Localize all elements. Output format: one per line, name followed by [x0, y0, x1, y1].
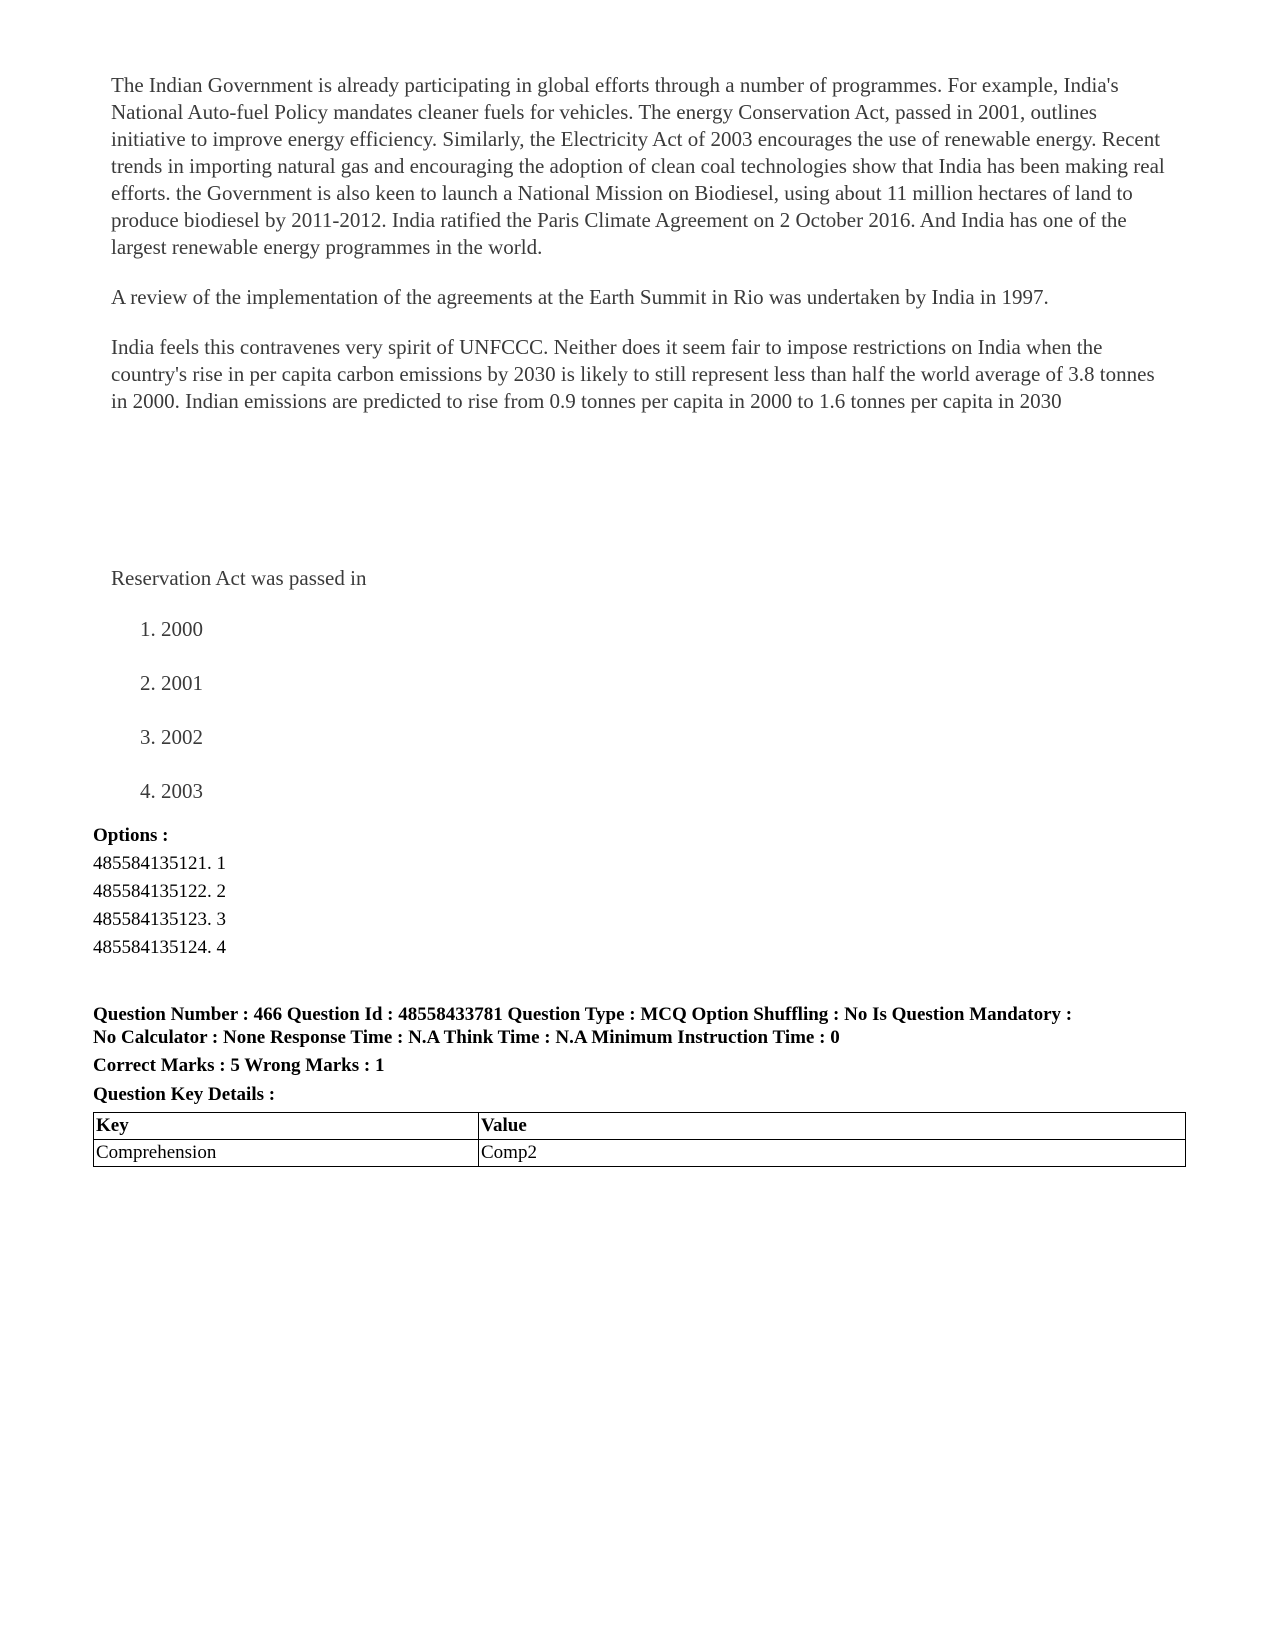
key-details-table [93, 1112, 1186, 1167]
options-list [93, 850, 226, 962]
question-choice: 4. 2003 [140, 779, 203, 803]
passage-paragraph-1: The Indian Government is already participating in global efforts through a number of programmes. For example, India's National Auto-fuel Policy mandates cleaner fuels for vehicles. The energy Conservation Act, passed in 2001, outlines initiative to improve energy efficiency. Similarly, the Electricity Act of 2003 encourages the use of renewable energy. Recent trends in importing natural gas and encouraging the adoption of clean coal technologies show that India has been making real efforts. the Government is also keen to launch a National Mission on Biodiesel, using about 11 million hectares of land to produce biodiesel by 2011-2012. India ratified the Paris Climate Agreement on 2 October 2016. And India has one of the largest renewable energy programmes in the world. [111, 73, 1165, 259]
marks-info: Correct Marks : 5 Wrong Marks : 1 [93, 1055, 385, 1076]
table-header-row [94, 1113, 1186, 1140]
question-meta-line-2: No Calculator : None Response Time : N.A Think Time : N.A Minimum Instruction Time : 0 [93, 1027, 840, 1048]
key-details-title: Question Key Details : [93, 1084, 276, 1105]
table-header-key: Key [94, 1113, 479, 1140]
table-header-value: Value [479, 1113, 1186, 1140]
question-choice: 3. 2002 [140, 725, 203, 749]
option-item: 485584135121. 1 [93, 853, 226, 874]
question-choices [140, 616, 203, 832]
question-choice: 2. 2001 [140, 671, 203, 695]
option-item: 485584135123. 3 [93, 909, 226, 930]
passage-paragraph-2: A review of the implementation of the agreements at the Earth Summit in Rio was undertaken by India in 1997. [111, 285, 1049, 309]
question-meta-line-1: Question Number : 466 Question Id : 48558433781 Question Type : MCQ Option Shuffling : No Is Question Mandatory : [93, 1004, 1073, 1025]
option-item: 485584135124. 4 [93, 937, 226, 958]
question-meta [93, 1003, 1183, 1049]
table-row [94, 1140, 1186, 1167]
options-block [93, 822, 226, 962]
question-choice: 1. 2000 [140, 617, 203, 641]
passage-paragraph-3: India feels this contravenes very spirit of UNFCCC. Neither does it seem fair to impose restrictions on India when the country's rise in per capita carbon emissions by 2030 is likely to still represent less than half the world average of 3.8 tonnes in 2000. Indian emissions are predicted to rise from 0.9 tonnes per capita in 2000 to 1.6 tonnes per capita in 2030 [111, 335, 1155, 413]
question-stem: Reservation Act was passed in [111, 566, 367, 590]
table-cell-key: Comprehension [94, 1140, 479, 1167]
options-title: Options : [93, 825, 169, 846]
passage [111, 72, 1171, 415]
option-item: 485584135122. 2 [93, 881, 226, 902]
table-cell-value: Comp2 [479, 1140, 1186, 1167]
